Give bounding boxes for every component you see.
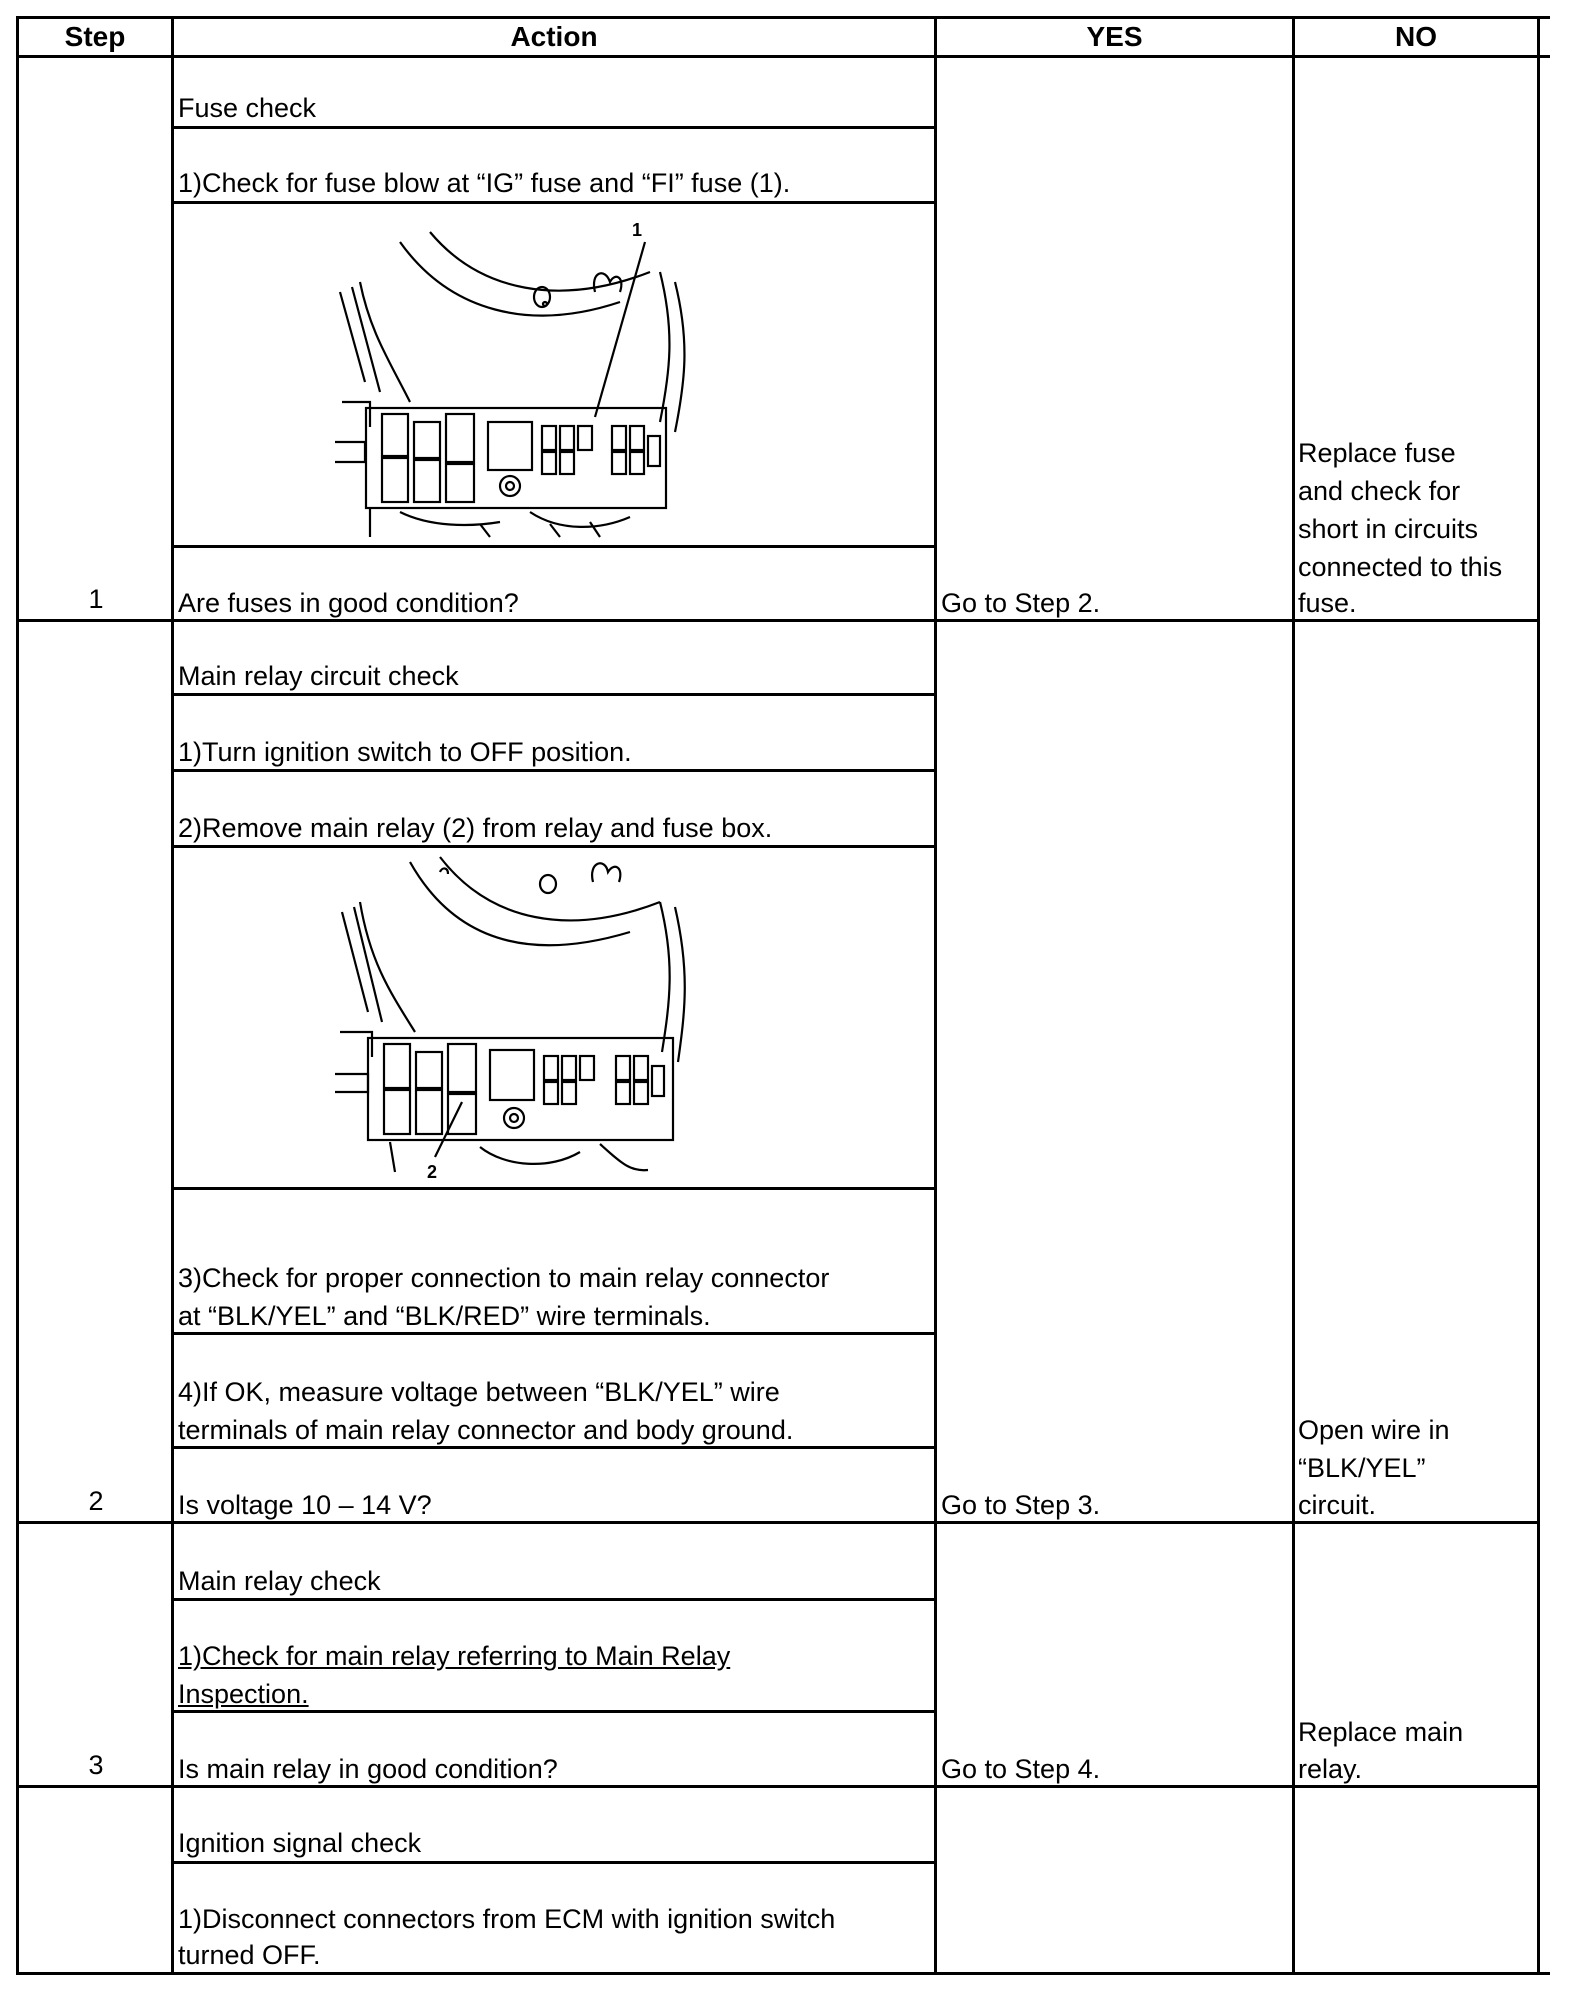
step1-instruction-1: 1)Check for fuse blow at “IG” fuse and “FI” fuse (1).: [178, 168, 791, 198]
step2-no-line-2: “BLK/YEL”: [1298, 1453, 1426, 1483]
step2-instruction-4b: terminals of main relay connector and body ground.: [178, 1415, 794, 1445]
fuse-box-illustration-2: [330, 852, 710, 1182]
subrow-line: [171, 1187, 937, 1190]
step3-yes: Go to Step 4.: [941, 1754, 1101, 1784]
subrow-line: [171, 545, 937, 548]
main-relay-inspection-link[interactable]: 1)Check for main relay referring to Main Relay: [178, 1641, 731, 1671]
header-step: Step: [64, 21, 126, 52]
column-divider-yes: [1292, 16, 1295, 1975]
fuse-box-illustration-1: [330, 212, 710, 542]
step2-yes: Go to Step 3.: [941, 1490, 1101, 1520]
header-separator: [16, 55, 1550, 58]
step2-number: 2: [88, 1486, 104, 1516]
step1-no-line-5: fuse.: [1298, 588, 1357, 618]
step3-no-line-1: Replace main: [1298, 1717, 1464, 1747]
step1-no-line-3: short in circuits: [1298, 514, 1479, 544]
step2-title: Main relay circuit check: [178, 661, 459, 691]
step2-question: Is voltage 10 – 14 V?: [178, 1490, 432, 1520]
step1-yes: Go to Step 2.: [941, 588, 1101, 618]
step3-question: Is main relay in good condition?: [178, 1754, 558, 1784]
table-border-right: [1537, 16, 1540, 1975]
step2-instruction-1: 1)Turn ignition switch to OFF position.: [178, 737, 632, 767]
table-border-left: [16, 16, 19, 1975]
header-yes: YES: [1086, 21, 1143, 52]
step1-title: Fuse check: [178, 93, 317, 123]
step3-no-line-2: relay.: [1298, 1754, 1363, 1784]
callout-1: 1: [632, 220, 643, 240]
step3-number: 3: [88, 1750, 104, 1780]
step4-instruction-1b: turned OFF.: [178, 1940, 321, 1970]
step4-instruction-1a: 1)Disconnect connectors from ECM with ignition switch: [178, 1904, 836, 1934]
step2-instruction-3b: at “BLK/YEL” and “BLK/RED” wire terminals.: [178, 1301, 711, 1331]
callout-2: 2: [427, 1162, 438, 1182]
step2-no-line-1: Open wire in: [1298, 1415, 1450, 1445]
step2-instruction-4a: 4)If OK, measure voltage between “BLK/YEL” wire: [178, 1377, 780, 1407]
step1-no-line-4: connected to this: [1298, 552, 1503, 582]
main-relay-inspection-link-cont[interactable]: Inspection.: [178, 1679, 309, 1709]
step1-number: 1: [88, 584, 104, 614]
column-divider-action: [934, 16, 937, 1975]
step2-no-line-3: circuit.: [1298, 1490, 1377, 1520]
header-no: NO: [1395, 21, 1437, 52]
step1-no-line-1: Replace fuse: [1298, 438, 1456, 468]
step4-title: Ignition signal check: [178, 1828, 422, 1858]
step3-title: Main relay check: [178, 1566, 381, 1596]
header-action: Action: [510, 21, 598, 52]
column-divider-step: [171, 16, 174, 1975]
step1-question: Are fuses in good condition?: [178, 588, 519, 618]
step2-instruction-2: 2)Remove main relay (2) from relay and fuse box.: [178, 813, 773, 843]
step1-no-line-2: and check for: [1298, 476, 1461, 506]
step2-instruction-3a: 3)Check for proper connection to main relay connector: [178, 1263, 830, 1293]
